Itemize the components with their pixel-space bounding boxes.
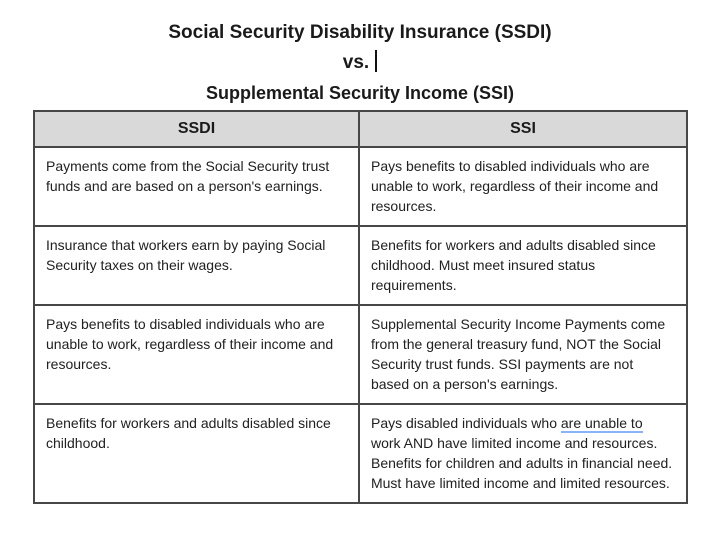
doc-title-line-1[interactable]: Social Security Disability Insurance (SSDI): [168, 22, 552, 43]
cell-ssdi-row-4[interactable]: Benefits for workers and adults disabled since childhood.: [34, 404, 359, 503]
doc-title-vs-line[interactable]: [0, 48, 720, 78]
table-header-row: [34, 111, 687, 147]
table-row: [34, 226, 687, 305]
table-header-ssdi[interactable]: SSDI: [34, 111, 359, 147]
cell-ssi-row-4[interactable]: [359, 404, 687, 503]
document-heading: [0, 0, 720, 108]
ssi-row4-text-after: work AND have limited income and resources. Benefits for children and adults in financial need. Must have limited income and limited resources.: [370, 435, 673, 491]
table-row: [34, 404, 687, 503]
table-header-ssi[interactable]: SSI: [359, 111, 687, 147]
ssi-row4-text-before: Pays disabled individuals who: [370, 415, 561, 431]
cell-ssi-row-3[interactable]: Supplemental Security Income Payments come from the general treasury fund, NOT the Social Security trust funds. SSI payments are not based on a person's earnings.: [359, 305, 687, 404]
grammar-suggestion-underline[interactable]: are unable to: [560, 415, 643, 431]
text-cursor-caret: [375, 50, 377, 72]
cell-ssdi-row-1[interactable]: Payments come from the Social Security trust funds and are based on a person's earnings.: [34, 147, 359, 226]
vs-text: vs.: [342, 52, 370, 73]
table-row: [34, 147, 687, 226]
cell-ssi-row-1[interactable]: Pays benefits to disabled individuals who are unable to work, regardless of their income and resources.: [359, 147, 687, 226]
table-row: [34, 305, 687, 404]
comparison-table: [33, 110, 688, 504]
doc-title-line-2[interactable]: Supplemental Security Income (SSI): [205, 83, 515, 103]
cell-ssdi-row-2[interactable]: Insurance that workers earn by paying Social Security taxes on their wages.: [34, 226, 359, 305]
cell-ssi-row-2[interactable]: Benefits for workers and adults disabled since childhood. Must meet insured status requirements.: [359, 226, 687, 305]
cell-ssdi-row-3[interactable]: Pays benefits to disabled individuals who are unable to work, regardless of their income and resources.: [34, 305, 359, 404]
